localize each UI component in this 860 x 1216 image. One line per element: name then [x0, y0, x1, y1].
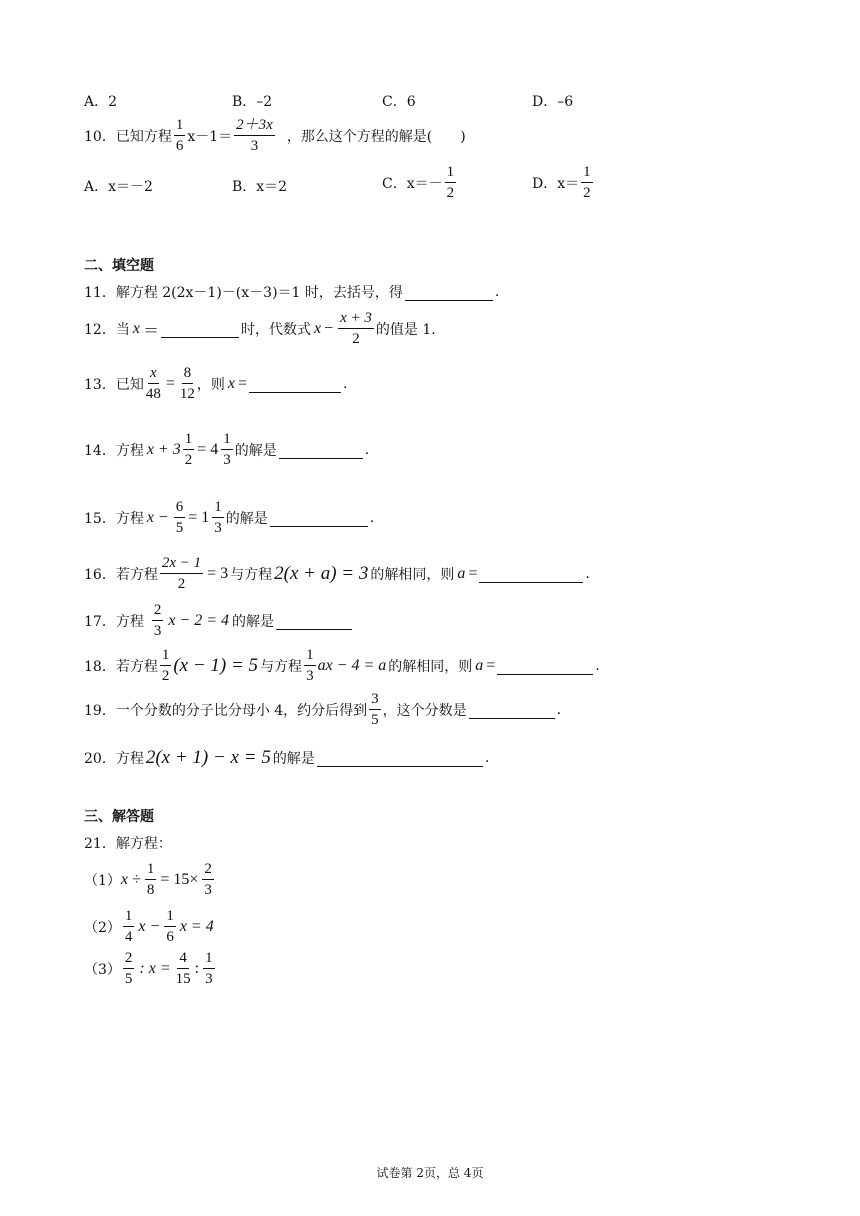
answer-blank[interactable]	[249, 376, 341, 393]
q10-option-d: D．x＝ $\frac{1}{2}$	[532, 164, 591, 201]
answer-blank[interactable]	[479, 566, 583, 583]
question-12: 12．当 x ＝ 时，代数式 x − $\frac{x + 3}{2}$ 的值是 1.	[84, 310, 436, 347]
section-fill-in-title: 二、填空题	[84, 258, 154, 274]
question-21-part-2: （2） $\frac{1}{4}$ x − $\frac{1}{6}$ x = 4	[84, 908, 214, 945]
question-21-part-3: （3） $\frac{2}{5}$ : x = $\frac{4}{15}$ : $\frac{1}{3}$	[84, 950, 213, 987]
question-18: 18．若方程 $\frac{1}{2}$ (x − 1) = 5 与方程 $\frac{1}{3}$ ax − 4 = a 的解相同，则 a = .	[84, 647, 600, 684]
q9-option-b: B．–2	[232, 94, 273, 110]
answer-blank[interactable]	[161, 321, 239, 338]
q9-option-c: C．6	[382, 94, 416, 110]
question-21-part-1: （1） x ÷ $\frac{1}{8}$ = 15× $\frac{2}{3}$	[84, 861, 212, 898]
question-20: 20．方程 2(x + 1) − x = 5 的解是 .	[84, 747, 490, 768]
answer-blank[interactable]	[317, 750, 483, 767]
answer-blank[interactable]	[276, 613, 352, 630]
answer-blank[interactable]	[469, 702, 555, 719]
q9-option-a: A．2	[84, 94, 118, 110]
answer-blank[interactable]	[270, 510, 368, 527]
page-footer: 试卷第 2页，总 4页	[376, 1166, 484, 1180]
question-15: 15．方程 x − $\frac{6}{5}$ = 1 $\frac{1}{3}$ 的解是 .	[84, 499, 375, 536]
question-17: 17．方程 $\frac{2}{3}$ x − 2 = 4 的解是	[84, 603, 354, 639]
q10-option-b: B．x＝2	[232, 179, 288, 195]
q10-mid: x－1＝	[187, 129, 233, 145]
answer-blank[interactable]	[405, 284, 493, 301]
q10-fraction-2: $\frac{2+3x}{3}$	[236, 117, 273, 154]
question-21: 21．解方程：	[84, 836, 172, 852]
q10-option-a: A．x＝－2	[84, 179, 153, 195]
answer-blank[interactable]	[497, 658, 593, 675]
answer-blank[interactable]	[279, 442, 363, 459]
question-13: 13．已知 $\frac{x}{48}$ = $\frac{8}{12}$ ，则 x = .	[84, 365, 348, 402]
q10-option-c: C．x＝－ $\frac{1}{2}$	[382, 164, 455, 201]
question-14: 14．方程 x + 3 $\frac{1}{2}$ = 4 $\frac{1}{3}$ 的解是 .	[84, 431, 370, 468]
q9-option-d: D．–6	[532, 94, 574, 110]
q10-tail: ，那么这个方程的解是( )	[286, 129, 466, 145]
section-solve-title: 三、解答题	[84, 809, 154, 825]
question-11: 11．解方程 2(2x－1)－(x－3)＝1 时，去括号，得 .	[84, 284, 500, 301]
question-10	[84, 118, 466, 154]
q10-fraction-1: $\frac{1}{6}$	[175, 117, 184, 154]
question-16: 16．若方程 $\frac{2x - 1}{2}$ = 3 与方程 2(x + a) = 3 的解相同，则 a = .	[84, 555, 590, 592]
q10-prefix: 10．已知方程	[84, 129, 172, 145]
question-19: 19．一个分数的分子比分母小 4，约分后得到 $\frac{3}{5}$ ，这个分数是 .	[84, 691, 562, 728]
